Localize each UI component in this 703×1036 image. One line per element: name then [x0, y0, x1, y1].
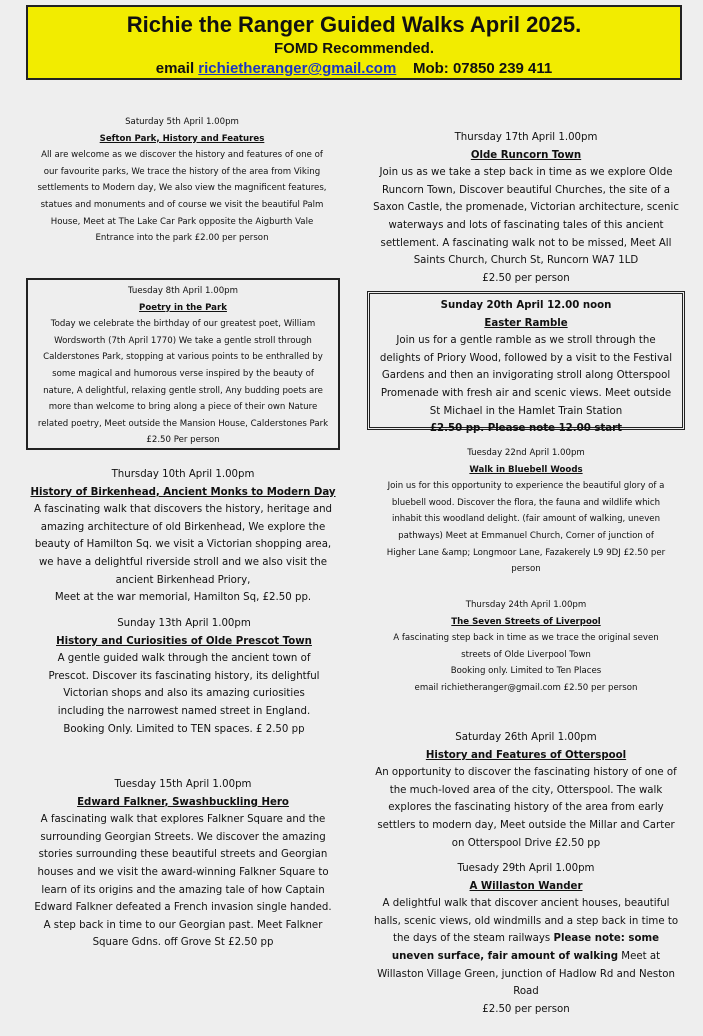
event-body: A fascinating walk that explores Falkner Square and the surrounding Georgian Streets. We discover the amazing stories surrounding these beautiful streets and Georgian houses and we visit the award-winning Falkner Square to learn of its origins and the amazing tale of how Captain Edward Falkner defeated a French invasion single handed. A step back in time to our Georgian past. Meet Falkner Square Gdns. off Grove St £2.50 pp	[34, 814, 332, 949]
event-body: A gentle guided walk through the ancient town of Prescot. Discover its fascinating history, its delightful Victorian shops and also its amazing curiosities including the narrowest named street in England. Booking Only. Limited to TEN spaces. £ 2.50 pp	[48, 653, 320, 735]
event-name: Olde Runcorn Town	[470, 149, 582, 161]
event-price: £2.50 pp. Please note 12.00 start	[429, 423, 623, 435]
event-body: Join us for this opportunity to experience the beautiful glory of a bluebell wood. Discover the flora, the fauna and wildlife which inhabit this woodland delight. (fair amount of walking, uneven pathways) Meet at Emmanuel Church, Corner of junction of Higher Lane &amp; Longmoor Lane, Fazakerely L9 9DJ £2.50 per person	[386, 481, 666, 575]
event-meet: Meet at Willaston Village Green, junction of Hadlow Rd and Neston Road	[377, 950, 675, 998]
mobile-number: Mob: 07850 239 411	[412, 60, 553, 77]
page-subtitle: FOMD Recommended.	[273, 40, 435, 57]
event-date: Sunday 13th April 1.00pm	[117, 618, 251, 629]
event-date: Thursday 24th April 1.00pm	[465, 600, 587, 610]
event-date: Thursday 10th April 1.00pm	[111, 469, 255, 480]
event-name: History of Birkenhead, Ancient Monks to Modern Day	[30, 486, 336, 498]
event-date: Saturday 5th April 1.00pm	[125, 117, 239, 127]
page-title: Richie the Ranger Guided Walks April 2025.	[126, 12, 582, 37]
event-name: Walk in Bluebell Woods	[469, 464, 583, 475]
event-poetry-in-the-park	[26, 278, 340, 450]
event-edward-falkner	[30, 776, 336, 952]
event-date: Tuesday 8th April 1.00pm	[127, 286, 239, 296]
event-otterspool	[372, 729, 680, 852]
event-body: A fascinating walk that discovers the history, heritage and amazing architecture of old Birkenhead, We explore the beauty of Hamilton Sq. we visit a Victorian shopping area, we have a delightful riverside stroll and we also visit the ancient Birkenhead Priory,	[34, 504, 332, 586]
event-body: Today we celebrate the birthday of our greatest poet, William Wordsworth (7th April 1770) We take a gentle stroll through Calderstones Park, stopping at various points to be enthralled by some magical and humorous verse inspired by the beauty of nature, A delightful, relaxing gentle stroll, Any budding poets are more than welcome to bring along a piece of their own Nature related poetry, Meet outside the Mansion House, Calderstones Park £2.50 Per person	[37, 319, 329, 446]
email-link[interactable]: richietheranger@gmail.com	[198, 60, 397, 77]
event-body: Join us as we take a step back in time as we explore Olde Runcorn Town, Discover beautiful Churches, the site of a Saxon Castle, the promenade, Victorian architecture, scenic waterways and lots of fascinating tales of this ancient settlement. A fascinating walk not to be missed, Meet All Saints Church, Church St, Runcorn WA7 1LD	[373, 167, 679, 267]
event-easter-ramble	[367, 291, 685, 435]
event-date: Saturday 26th April 1.00pm	[455, 732, 597, 743]
event-name: Sefton Park, History and Features	[99, 133, 265, 144]
event-name: A Willaston Wander	[469, 880, 583, 892]
event-name: Edward Falkner, Swashbuckling Hero	[77, 796, 289, 808]
event-body: All are welcome as we discover the history and features of one of our favourite parks, We trace the history of the area from Viking settlements to Modern day, We also view the magnificent features, statues and monuments and of course we visit the beautiful Palm House, Meet at The Lake Car Park opposite the Aigburth Vale Entrance into the park £2.00 per person	[37, 150, 327, 244]
event-body: Join us for a gentle ramble as we stroll through the delights of Priory Wood, followed by a visit to the Festival Gardens and then an invigorating stroll along Otterspool Promenade with fresh air and scenic views. Meet outside St Michael in the Hamlet Train Station	[379, 335, 673, 417]
event-name: History and Features of Otterspool	[425, 749, 627, 761]
event-name: The Seven Streets of Liverpool	[451, 616, 601, 627]
event-prescot	[40, 615, 328, 738]
event-email-line: email richietheranger@gmail.com £2.50 per person	[414, 682, 638, 693]
event-meet: Meet at the war memorial, Hamilton Sq, £2.50 pp.	[54, 592, 312, 604]
event-olde-runcorn	[372, 129, 680, 287]
event-booking: Booking only. Limited to Ten Places	[450, 666, 602, 677]
event-body: A fascinating step back in time as we trace the original seven streets of Olde Liverpool Town	[393, 633, 659, 660]
event-date: Tuesday 15th April 1.00pm	[114, 779, 252, 790]
contact-line	[28, 59, 680, 79]
event-sefton-park	[32, 114, 332, 247]
event-date: Tuesday 22nd April 1.00pm	[467, 448, 585, 458]
event-bluebell-woods	[386, 445, 666, 578]
event-body-text: A delightful walk that discover ancient houses, beautiful halls, scenic views, old windmills and a step back in time to the days of the steam railways	[373, 898, 679, 945]
event-note: Please note: some uneven surface, fair amount of walking	[391, 933, 659, 962]
event-name: Poetry in the Park	[139, 302, 227, 313]
event-date: Tuesady 29th April 1.00pm	[457, 863, 595, 874]
event-price: £2.50 per person	[482, 272, 570, 284]
event-seven-streets	[386, 597, 666, 697]
event-name: History and Curiosities of Olde Prescot Town	[56, 635, 312, 647]
event-date: Thursday 17th April 1.00pm	[454, 132, 598, 143]
email-label: email	[155, 60, 195, 77]
event-body: An opportunity to discover the fascinating history of one of the much-loved area of the city, Otterspool. The walk explores the fascinating history of the area from early settlers to modern day, Meet outside the Millar and Carter on Otterspool Drive £2.50 pp	[375, 767, 677, 849]
event-price: £2.50 per person	[482, 1003, 570, 1015]
event-willaston-wander	[372, 860, 680, 1018]
event-birkenhead	[28, 466, 338, 607]
event-date: Sunday 20th April 12.00 noon	[440, 300, 612, 311]
event-body	[372, 895, 680, 1001]
header-banner	[26, 5, 682, 80]
event-name: Easter Ramble	[484, 317, 568, 329]
